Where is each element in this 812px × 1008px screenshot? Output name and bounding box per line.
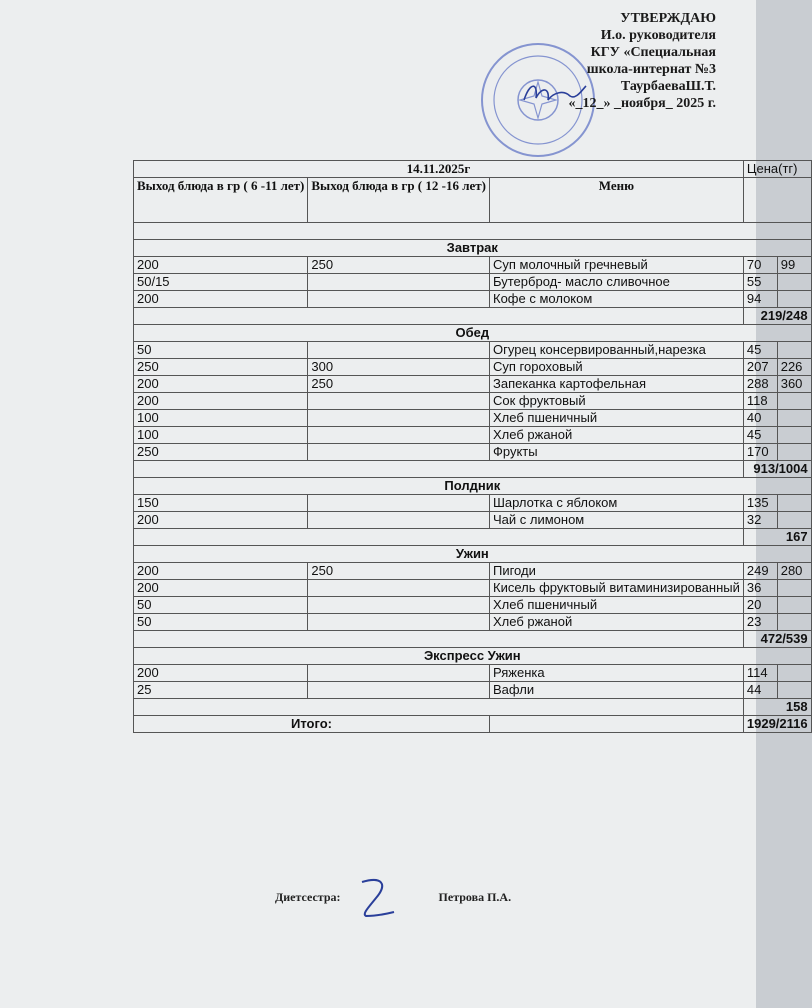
menu-header: Меню — [490, 178, 744, 223]
dish-name: Суп гороховый — [490, 359, 744, 376]
dish-name: Вафли — [490, 682, 744, 699]
table-row — [134, 563, 812, 580]
section-total-dinner: 472/539 — [743, 631, 811, 648]
price-2: 99 — [777, 257, 811, 274]
section-title-lunch: Обед — [134, 325, 812, 342]
approval-org-2: школа-интернат №3 — [586, 62, 716, 77]
portion-6-11: 100 — [134, 410, 308, 427]
table-row — [134, 495, 812, 512]
price-2 — [777, 495, 811, 512]
approval-block — [568, 10, 716, 112]
price-2 — [777, 444, 811, 461]
price-1: 44 — [743, 682, 777, 699]
dish-name: Ряженка — [490, 665, 744, 682]
price-1: 55 — [743, 274, 777, 291]
portion-12-16 — [308, 597, 490, 614]
approval-person: ТаурбаеваШ.Т. — [620, 79, 716, 94]
portion-12-16: 300 — [308, 359, 490, 376]
portion-6-11: 50 — [134, 614, 308, 631]
price-2 — [777, 597, 811, 614]
section-title-snack: Полдник — [134, 478, 812, 495]
section-title-dinner: Ужин — [134, 546, 812, 563]
table-row — [134, 614, 812, 631]
menu-table — [133, 160, 812, 733]
dish-name: Запеканка картофельная — [490, 376, 744, 393]
dish-name: Огурец консервированный,нарезка — [490, 342, 744, 359]
price-1: 170 — [743, 444, 777, 461]
portion-12-16: 250 — [308, 563, 490, 580]
section-title-breakfast: Завтрак — [134, 240, 812, 257]
portion-12-16 — [308, 444, 490, 461]
section-total-lunch: 913/1004 — [743, 461, 811, 478]
price-1: 45 — [743, 427, 777, 444]
table-row — [134, 342, 812, 359]
dish-name: Кофе с молоком — [490, 291, 744, 308]
portion-12-16 — [308, 614, 490, 631]
portion-6-11: 200 — [134, 563, 308, 580]
table-row — [134, 665, 812, 682]
portion-12-16 — [308, 512, 490, 529]
price-2 — [777, 410, 811, 427]
portion-6-11: 200 — [134, 580, 308, 597]
price-2 — [777, 580, 811, 597]
section-total-snack: 167 — [743, 529, 811, 546]
table-row — [134, 580, 812, 597]
table-row — [134, 359, 812, 376]
price-1: 70 — [743, 257, 777, 274]
portion-12-16 — [308, 291, 490, 308]
approval-date: «_12_» _ноября_ 2025 г. — [568, 96, 716, 111]
portion-12-16 — [308, 427, 490, 444]
dish-name: Суп молочный гречневый — [490, 257, 744, 274]
price-2 — [777, 393, 811, 410]
table-row — [134, 376, 812, 393]
portion-6-11: 25 — [134, 682, 308, 699]
portion-6-11: 200 — [134, 376, 308, 393]
col1-header: Выход блюда в гр ( 6 -11 лет) — [134, 178, 308, 223]
price-2: 280 — [777, 563, 811, 580]
portion-12-16 — [308, 274, 490, 291]
section-title-express: Экспресс Ужин — [134, 648, 812, 665]
dish-name: Хлеб ржаной — [490, 427, 744, 444]
table-row — [134, 274, 812, 291]
portion-6-11: 200 — [134, 257, 308, 274]
section-total-breakfast: 219/248 — [743, 308, 811, 325]
approval-title: УТВЕРЖДАЮ — [620, 11, 716, 26]
dish-name: Хлеб ржаной — [490, 614, 744, 631]
table-row — [134, 393, 812, 410]
price-2 — [777, 682, 811, 699]
price-1: 20 — [743, 597, 777, 614]
table-row — [134, 512, 812, 529]
table-row — [134, 597, 812, 614]
portion-6-11: 50 — [134, 342, 308, 359]
portion-6-11: 150 — [134, 495, 308, 512]
grand-total-label: Итого: — [134, 716, 490, 733]
price-1: 40 — [743, 410, 777, 427]
dish-name: Сок фруктовый — [490, 393, 744, 410]
price-1: 32 — [743, 512, 777, 529]
dish-name: Шарлотка с яблоком — [490, 495, 744, 512]
approval-position: И.о. руководителя — [600, 28, 716, 43]
price-1: 135 — [743, 495, 777, 512]
dish-name: Пигоди — [490, 563, 744, 580]
portion-12-16 — [308, 342, 490, 359]
dish-name: Кисель фруктовый витаминизированный — [490, 580, 744, 597]
price-2 — [777, 342, 811, 359]
portion-6-11: 200 — [134, 393, 308, 410]
price-1: 94 — [743, 291, 777, 308]
nurse-label: Диетсестра: — [275, 890, 341, 904]
portion-6-11: 200 — [134, 665, 308, 682]
price-1: 249 — [743, 563, 777, 580]
price-header: Цена(тг) — [743, 161, 811, 178]
table-row — [134, 427, 812, 444]
price-1: 114 — [743, 665, 777, 682]
portion-12-16: 250 — [308, 376, 490, 393]
portion-6-11: 250 — [134, 359, 308, 376]
price-2 — [777, 512, 811, 529]
portion-6-11: 100 — [134, 427, 308, 444]
price-2 — [777, 291, 811, 308]
portion-6-11: 200 — [134, 291, 308, 308]
price-1: 118 — [743, 393, 777, 410]
portion-6-11: 50 — [134, 597, 308, 614]
portion-12-16 — [308, 665, 490, 682]
price-2 — [777, 427, 811, 444]
table-row — [134, 682, 812, 699]
portion-12-16 — [308, 393, 490, 410]
approval-org: КГУ «Специальная — [590, 45, 716, 60]
footer — [275, 890, 511, 905]
price-2 — [777, 614, 811, 631]
menu-date: 14.11.2025г — [134, 161, 744, 178]
price-1: 36 — [743, 580, 777, 597]
dish-name: Хлеб пшеничный — [490, 410, 744, 427]
table-row — [134, 444, 812, 461]
col2-header: Выход блюда в гр ( 12 -16 лет) — [308, 178, 490, 223]
grand-total: 1929/2116 — [743, 716, 811, 733]
price-2: 226 — [777, 359, 811, 376]
table-row — [134, 291, 812, 308]
price-1: 288 — [743, 376, 777, 393]
table-row — [134, 410, 812, 427]
portion-12-16: 250 — [308, 257, 490, 274]
price-1: 45 — [743, 342, 777, 359]
dish-name: Фрукты — [490, 444, 744, 461]
nurse-name: Петрова П.А. — [438, 890, 512, 904]
portion-6-11: 250 — [134, 444, 308, 461]
price-1: 207 — [743, 359, 777, 376]
section-total-express: 158 — [743, 699, 811, 716]
price-1: 23 — [743, 614, 777, 631]
portion-12-16 — [308, 495, 490, 512]
dish-name: Хлеб пшеничный — [490, 597, 744, 614]
price-2: 360 — [777, 376, 811, 393]
price-2 — [777, 274, 811, 291]
portion-6-11: 200 — [134, 512, 308, 529]
portion-12-16 — [308, 580, 490, 597]
portion-6-11: 50/15 — [134, 274, 308, 291]
dish-name: Бутерброд- масло сливочное — [490, 274, 744, 291]
portion-12-16 — [308, 410, 490, 427]
table-row — [134, 257, 812, 274]
price-2 — [777, 665, 811, 682]
dish-name: Чай с лимоном — [490, 512, 744, 529]
portion-12-16 — [308, 682, 490, 699]
